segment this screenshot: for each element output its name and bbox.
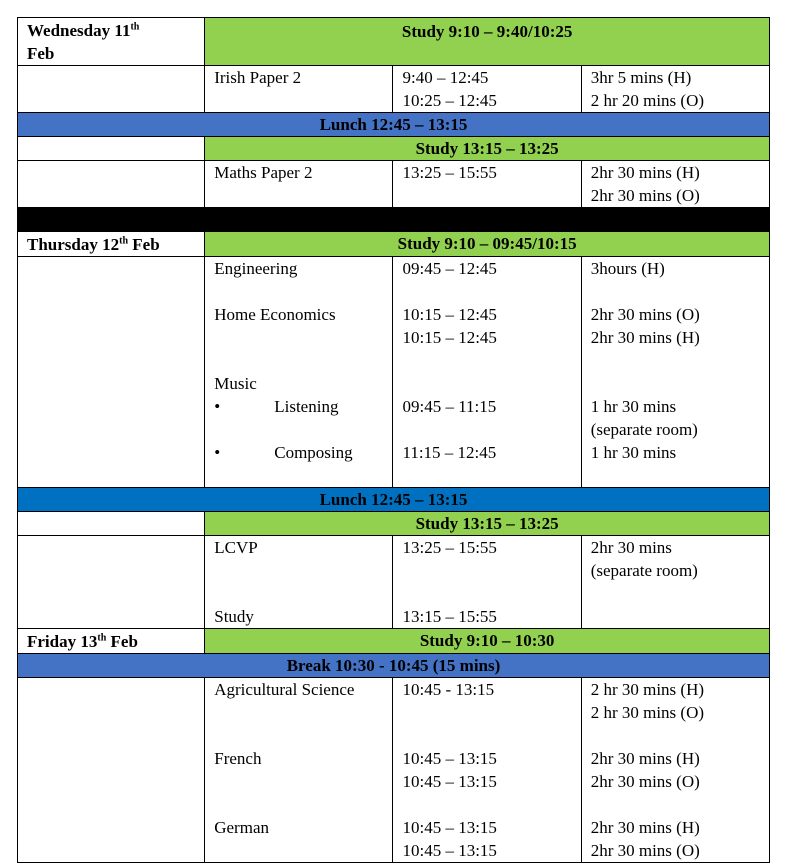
wed-study-row	[18, 18, 770, 66]
fri-durations: 2 hr 30 mins (H) 2 hr 30 mins (O) 2hr 30 mins (H) 2hr 30 mins (O) 2hr 30 mins (H) 2hr 30 mins (O)	[581, 678, 769, 863]
thu-study-pm: Study 13:15 – 13:25	[205, 512, 770, 536]
wed-month: Feb	[27, 44, 55, 63]
thu-exams-row	[18, 257, 770, 488]
thu-study-row	[18, 232, 770, 257]
thu-day-cell	[18, 232, 205, 257]
listening-label: Listening	[274, 397, 339, 416]
fri-study-row	[18, 629, 770, 654]
wed-day-cell	[18, 18, 205, 66]
engineering-subject: Engineering	[214, 259, 298, 278]
thu-subjects	[205, 257, 393, 488]
empty-cell	[18, 257, 205, 488]
empty-cell	[18, 161, 205, 208]
thu-lunch: Lunch 12:45 – 13:15	[18, 488, 770, 512]
fri-day-cell	[18, 629, 205, 654]
thu-study-pm-row	[18, 512, 770, 536]
bullet: •	[214, 397, 221, 416]
wed-irish-row	[18, 66, 770, 113]
bullet: •	[214, 443, 221, 462]
maths-time: 13:25 – 15:55	[393, 161, 581, 208]
wed-day-sup: th	[130, 21, 140, 33]
thu-month: Feb	[128, 235, 160, 254]
home-ec-subject: Home Economics	[214, 305, 336, 324]
irish-times: 9:40 – 12:45 10:25 – 12:45	[393, 66, 581, 113]
empty-cell	[18, 678, 205, 863]
fri-exams-row	[18, 678, 770, 863]
wed-lunch-row	[18, 113, 770, 137]
lcvp-subjects: LCVP Study	[205, 536, 393, 629]
exam-timetable	[17, 17, 770, 863]
empty-cell	[18, 512, 205, 536]
maths-subject: Maths Paper 2	[205, 161, 393, 208]
fri-study-am: Study 9:10 – 10:30	[205, 629, 770, 654]
wed-day: Wednesday 11	[27, 21, 131, 40]
irish-durations: 3hr 5 mins (H) 2 hr 20 mins (O)	[581, 66, 769, 113]
music-subject: Music	[214, 374, 257, 393]
composing-label: Composing	[274, 443, 353, 462]
thu-times: 09:45 – 12:45 10:15 – 12:45 10:15 – 12:45 09:45 – 11:15 11:15 – 12:45	[393, 257, 581, 488]
irish-subject: Irish Paper 2	[205, 66, 393, 113]
wed-study-pm-row	[18, 137, 770, 161]
thu-study-am: Study 9:10 – 09:45/10:15	[205, 232, 770, 257]
fri-day-sup: th	[97, 632, 107, 644]
thu-day: Thursday 12	[27, 235, 120, 254]
thu-day-sup: th	[119, 235, 129, 247]
fri-break-row	[18, 654, 770, 678]
fri-subjects: Agricultural Science French German	[205, 678, 393, 863]
separator-row	[18, 208, 770, 232]
thu-lunch-row	[18, 488, 770, 512]
fri-day: Friday 13	[27, 632, 98, 651]
thu-durations: 3hours (H) 2hr 30 mins (O) 2hr 30 mins (H) 1 hr 30 mins (separate room) 1 hr 30 mins	[581, 257, 769, 488]
wed-maths-row	[18, 161, 770, 208]
fri-times: 10:45 - 13:15 10:45 – 13:15 10:45 – 13:15 10:45 – 13:15 10:45 – 13:15	[393, 678, 581, 863]
empty-cell	[18, 137, 205, 161]
maths-durations: 2hr 30 mins (H) 2hr 30 mins (O)	[581, 161, 769, 208]
black-separator	[18, 208, 770, 232]
thu-lcvp-row	[18, 536, 770, 629]
empty-cell	[18, 536, 205, 629]
empty-cell	[18, 66, 205, 113]
fri-month: Feb	[106, 632, 138, 651]
fri-break: Break 10:30 - 10:45 (15 mins)	[18, 654, 770, 678]
lcvp-durations: 2hr 30 mins (separate room)	[581, 536, 769, 629]
wed-study-pm: Study 13:15 – 13:25	[205, 137, 770, 161]
wed-study-am: Study 9:10 – 9:40/10:25	[205, 18, 770, 66]
wed-lunch: Lunch 12:45 – 13:15	[18, 113, 770, 137]
lcvp-times: 13:25 – 15:55 13:15 – 15:55	[393, 536, 581, 629]
